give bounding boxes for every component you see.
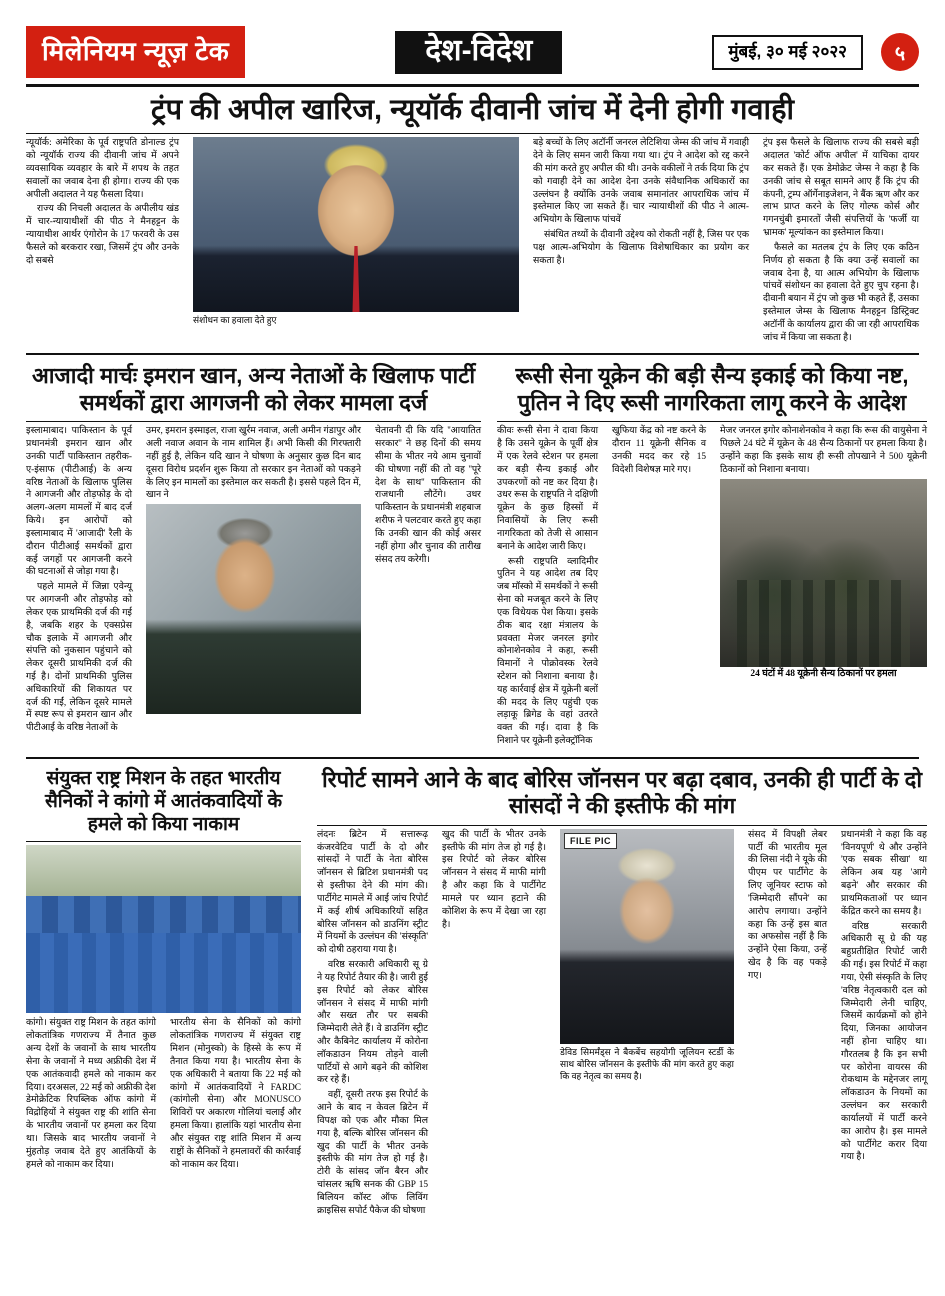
paragraph: न्यूयॉर्क: अमेरिका के पूर्व राष्ट्रपति डोनाल्ड ट्रंप को न्यूयॉर्क राज्य की दीवानी जांच में अपने व्यवसायिक व्यवहार के बारे में शपथ के तहत सवालों का जवाब देना ही होगा। राज्य की एक अपीली अदालत ने यह फैसला दिया। [26, 138, 179, 200]
paragraph: मेजर जनरल इगोर कोनाशेनकोव ने कहा कि रूस की वायुसेना ने पिछले 24 घंटे में यूक्रेन के 48 सैन्य ठिकानों पर हमला किया है। उन्होंने कहा कि इसके साथ ही रूसी तोपखाने ने 500 यूक्रेनी ठिकानों को निशाना बनाया। [720, 426, 927, 475]
column [834, 829, 927, 1220]
column [526, 137, 756, 346]
story-trump-columns [26, 137, 919, 346]
story-trump [26, 93, 919, 346]
page-number-badge: ५ [881, 33, 919, 71]
paragraph: वहीं, दूसरी तरफ इस रिपोर्ट के आने के बाद न केवल ब्रिटेन में विपक्ष को एक और मौका मिल गया है, बल्कि बोरिस जॉनसन की खुद की पार्टी के भीतर उनके इस्तीफे की मांग तेज हो गई है। टोरी के सांसद जॉन बैरन और चांसलर ऋषि सनक की GBP 15 बिलियन कॉस्ट ऑफ लिविंग क्राइसिस सपोर्ट पैकेज की घोषणा [317, 1090, 428, 1216]
column [163, 1017, 301, 1173]
column [497, 425, 605, 750]
paragraph: संबंधित तथ्यों के दीवानी उद्देश्य को रोकती नहीं है, जिस पर एक पक्ष आत्म-अभियोग के खिलाफ विशेषाधिकार का प्रयोग कर सकता है। [533, 230, 749, 266]
column-photo [139, 425, 368, 737]
file-pic-badge: FILE PIC [564, 833, 617, 849]
paragraph: बड़े बच्चों के लिए अटॉर्नी जनरल लेटिशिया जेम्स की जांच में गवाही देने के लिए समन जारी किया गया था। ट्रंप ने आदेश को रद्द करने की मांग करते हुए अपील की थी। उनके वकीलों ने तर्क दिया कि ट्रंप को गवाही देने का आदेश देना उनके संवैधानिक अधिकारों का उल्लंघन है क्योंकि उनके जवाब समानांतर आपराधिक जांच में इस्तेमाल किए जा सकते हैं। चार न्यायाधीशों की पीठ ने आत्म-अभियोग के खिलाफ पांचवें [533, 138, 749, 226]
paragraph: खुफिया केंद्र को नष्ट करने के दौरान 11 यूक्रेनी सैनिक व उनकी मदद कर रहे 15 विदेशी विशेषज्ञ मारे गए। [612, 426, 706, 475]
paragraph: राज्य की निचली अदालत के अपीलीय खंड में चार-न्यायाधीशों की पीठ ने मैनहट्टन के न्यायाधीश आर्थर एंगोरोन के 17 फरवरी के उस फैसले को बरकरार रखा, जिसमें ट्रंप और उनके दो सबसे [26, 204, 179, 266]
story-congo [26, 764, 301, 1220]
photo-ukraine-soldiers [720, 479, 927, 667]
story-russia-columns [497, 425, 927, 750]
paragraph: रूसी राष्ट्रपति व्लादिमीर पुतिन ने यह आदेश तब दिए जब मॉस्को में समर्थकों ने रूसी सेना को मजबूत करने के लिए एक विधेयक पेश किया। इसके ठीक बाद रक्षा मंत्रालय के प्रवक्ता मेजर जनरल इगोर कोनाशेनकोव ने कहा, रूसी विमानों ने पोक्रोवस्क रेलवे स्टेशन को निशाना बनाया है। यह कार्रवाई क्षेत्र में यूक्रेनी बलों की मदद के लिए पहुंची एक लड़ाकू ब्रिगेड के वहां उतरते वक्त की गई। दावा है कि निशाने पर यूक्रेनी इलेक्ट्रॉनिक [497, 556, 598, 747]
column [317, 829, 435, 1220]
publication-date: मुंबई, ३० मई २०२२ [712, 35, 863, 70]
paragraph: ट्रंप इस फैसले के खिलाफ राज्य की सबसे बड़ी अदालत 'कोर्ट ऑफ अपील' में याचिका दायर कर सकते हैं। एक डेमोक्रेट जेम्स ने कहा है कि उनकी जांच से सबूत सामने आए हैं कि ट्रंप की कंपनी, ट्रम्प ऑर्गेनाइजेशन, ने बैंक ऋण और कर लाभ प्राप्त करने के लिए गोल्फ कोर्स और गगनचुंबी इमारतों जैसी संपत्तियों के 'फर्जी या भ्रामक' मूल्यांकन का इस्तेमाल किया। [763, 138, 919, 239]
paragraph: संसद में विपक्षी लेबर पार्टी की भारतीय मूल की लिसा नंदी ने यूके की पीएम पर पार्टीगेट के लिए जूनियर स्टाफ को 'जिम्मेदारी सौंपने' का आरोप लगाया। उन्होंने कहा कि उन्हें इस बात का अफसोस नहीं है कि उन्होंने ऐसा किया, उन्हें खेद है कि वह पकड़े गए। [748, 829, 827, 981]
paragraph: वरिष्ठ सरकारी अधिकारी सू ग्रे ने यह रिपोर्ट तैयार की है। जारी हुई इस रिपोर्ट को लेकर बोरिस जॉनसन ने संसद में माफी मांगी और सख्त तौर पर सबकी जिम्मेदारी लेते हैं। वे डाउनिंग स्ट्रीट और कैबिनेट कार्यालय में कोरोना लॉकडाउन नियम तोड़ने वाली पार्टियों से आगे बढ़ने की कोशिश कर रहे हैं। [317, 960, 428, 1086]
paragraph: भारतीय सेना के सैनिकों को कांगो लोकतांत्रिक गणराज्य में संयुक्त राष्ट्र मिशन (मोनुस्को) के हिस्से के रूप में तैनात किया गया है। भारतीय सेना के एक अधिकारी ने बताया कि 22 मई को कांगो में आतंकवादियों ने FARDC (कांगोली सेना) और MONUSCO शिविरों पर अकारण गोलियां चलाईं और हमला किया। हालांकि यहां भारतीय सेना और संयुक्त राष्ट्र शांति मिशन में अन्य राष्ट्रों के सैनिकों ने हमलावरों की कार्रवाई को नाकाम कर दिया। [170, 1018, 301, 1170]
bottom-row [26, 764, 927, 1220]
headline-rule [26, 421, 481, 422]
headline-russia: रूसी सेना यूक्रेन की बड़ी सैन्य इकाई को किया नष्ट, पुतिन ने दिए रूसी नागरिकता लागू करने के आदेश [515, 363, 909, 415]
photo-imran [146, 504, 361, 714]
paragraph: इस्लामाबाद। पाकिस्तान के पूर्व प्रधानमंत्री इमरान खान और उनकी पार्टी पाकिस्तान तहरीक-ए-इंसाफ (पीटीआई) के अन्य वरिष्ठ नेताओं के खिलाफ पुलिस ने आगजनी और तोड़फोड़ के दो अलग-अलग मामलों में बाद दर्ज किये। इन आरोपों को इस्लामाबाद में 'आजादी' रैली के दौरान पीटीआई समर्थकों द्वारा कई जगहों पर आगजनी करने की घटनाओं से जोड़ा गया है। [26, 426, 132, 578]
column [605, 425, 713, 750]
paragraph: पहले मामले में जिन्ना एवेन्यू पर आगजनी और तोड़फोड़ को लेकर एक प्राथमिकी दर्ज की गई है, जबकि शहर के एक्सप्रेस चौक इलाके में आगजनी और संपत्ति को नुकसान पहुंचाने को लेकर दूसरी प्राथमिकी दर्ज की गई है। दोनों प्राथमिकी पुलिस अधिकारियों की शिकायत पर दर्ज की गईं, लेकिन दूसरे मामले में स्पष्ट रूप से इमरान खान और पीटीआई के वरिष्ठ नेताओं के [26, 582, 132, 734]
masthead [26, 26, 919, 78]
story-congo-columns [26, 1017, 301, 1173]
newspaper-logo: मिलेनियम न्यूज़ टेक [26, 26, 245, 78]
headline-imran: आजादी मार्चः इमरान खान, अन्य नेताओं के खिलाफ पार्टी समर्थकों द्वारा आगजनी को लेकर मामला दर्ज [31, 363, 476, 415]
paragraph: कीवः रूसी सेना ने दावा किया है कि उसने यूक्रेन के पूर्वी क्षेत्र में एक रेलवे स्टेशन पर हमला कर बड़ी सैन्य इकाई और उपकरणों को नष्ट कर दिया है। उधर रूस के राष्ट्रपति ने दक्षिणी यूक्रेन के कुछ हिस्सों में निवासियों के लिए रूसी नागरिकता को तेजी से आसान बनाने के आदेश जारी किए। [497, 426, 598, 552]
paragraph: चेतावनी दी कि यदि ''आयातित सरकार'' ने छह दिनों की समय सीमा के भीतर नये आम चुनावों की घोषणा नहीं की तो वह ''पूरे देश के साथ'' पाकिस्तान की राजधानी लौटेंगे। उधर पाकिस्तान के प्रधानमंत्री शहबाज शरीफ ने पलटवार करते हुए कहा कि उनकी खान की कोई असर नहीं होगा और चुनाव की तारीख संसद तय करेगी। [375, 426, 481, 565]
column [26, 137, 186, 346]
headline-rule [26, 133, 919, 134]
masthead-rule [26, 84, 919, 87]
photo-caption-boris: डेविड सिमर्मंड्स ने बैकबेंच सहयोगी जूलियन स्टर्डी के साथ बोरिस जॉनसन के इस्तीफे की मांग करते हुए कहा कि वह नेतृत्व का समय है। [560, 1046, 734, 1082]
masthead-center [245, 26, 712, 78]
story-boris-columns [317, 829, 927, 1220]
column-photo [186, 137, 526, 346]
paragraph: वरिष्ठ सरकारी अधिकारी सू ग्रे की यह बहुप्रतीक्षित रिपोर्ट जारी की गई। इस रिपोर्ट में कहा गया, ऐसी संस्कृति के लिए 'वरिष्ठ नेतृत्वकारी दल को जिम्मेदारी लेनी चाहिए, जिसमें कार्यक्रमों को होने दिया, जिनका आयोजन नहीं होना चाहिए था। गौरतलब है कि इन सभी पर कोरोना वायरस की रोकथाम के मद्देनजर लागू लॉकडाउन के नियमों का उल्लंघन कर सरकारी कार्यालयों में पार्टी करने का आरोप है। इस मामले को पार्टीगेट करार दिया गया है। [841, 921, 927, 1163]
headline-trump: ट्रंप की अपील खारिज, न्यूयॉर्क दीवानी जांच में देनी होगी गवाही [151, 94, 794, 126]
column [368, 425, 481, 737]
column [435, 829, 553, 1220]
paragraph: लंदनः ब्रिटेन में सत्तारूढ़ कंजरवेटिव पार्टी के दो और सांसदों ने पार्टी के नेता बोरिस जॉनसन से ब्रिटिश प्रधानमंत्री पद से इस्तीफा देने की मांग की। पार्टीगेट मामले में आई जांच रिपोर्ट में कई शीर्ष अधिकारियों सहित बोरिस जॉनसन को डाउनिंग स्ट्रीट में नियमों के उल्लंघन की 'संस्कृति' को दोषी ठहराया गया है। [317, 829, 428, 956]
headline-rule [26, 841, 301, 842]
section-divider [26, 353, 919, 355]
headline-rule [497, 421, 927, 422]
story-imran [26, 360, 481, 749]
column [26, 425, 139, 737]
paragraph: प्रधानमंत्री ने कहा कि वह 'विनयपूर्ण' थे और उन्होंने 'एक सबक सीखा' था लेकिन अब यह 'आगे बढ़ने' और सरकार की प्राथमिकताओं पर ध्यान केंद्रित करने का समय है। [841, 829, 927, 917]
column-photo [713, 425, 927, 750]
section-title: देश-विदेश [395, 31, 562, 74]
paragraph: उमर, इमरान इस्माइल, राजा खुर्रम नवाज, अली अमीन गंडापुर और अली नवाज अवान के नाम शामिल हैं। अभी किसी की गिरफ्तारी नहीं हुई है, लेकिन यदि खान ने घोषणा के अनुसार कुछ दिन बाद दूसरा विरोध प्रदर्शन शुरू किया तो सरकार इन नेताओं को पकड़ने के लिए इन मामलों का इस्तेमाल कर सकती है। इससे पहले दिन में, खान ने [146, 426, 361, 501]
mid-row [26, 360, 927, 749]
column [26, 1017, 163, 1173]
column [756, 137, 919, 346]
headline-congo: संयुक्त राष्ट्र मिशन के तहत भारतीय सैनिकों ने कांगो में आतंकवादियों के हमले को किया नाकाम [44, 767, 283, 836]
photo-trump [193, 137, 519, 312]
masthead-right [712, 26, 919, 78]
paragraph: खुद की पार्टी के भीतर उनके इस्तीफे की मांग तेज हो गई है। इस रिपोर्ट को लेकर बोरिस जॉनसन ने संसद में माफी मांगी है और कहा कि वे पार्टीगेट मामले पर ध्यान हटाने की कोशिश के रूप में देखा जा रहा है। [442, 829, 546, 930]
photo-caption-trump: संशोधन का हवाला देते हुए [193, 315, 277, 326]
story-imran-columns [26, 425, 481, 737]
headline-rule [317, 825, 927, 826]
paragraph: कांगो। संयुक्त राष्ट्र मिशन के तहत कांगो लोकतांत्रिक गणराज्य में तैनात कुछ अन्य देशों के जवानों के साथ भारतीय सेना के जवानों ने मध्य अफ्रीकी देश में एक आतंकवादी हमले को नाकाम कर दिया। दरअसल, 22 मई को अफ्रीकी देश डेमोक्रेटिक रिपब्लिक ऑफ कांगो में विद्रोहियों ने संयुक्त राष्ट्र की शांति सेना के भारतीय जवानों पर हमला कर दिया था। जिसके बाद भारतीय जवानों ने मुंहतोड़ जवाब देते हुए आतंकियों के हमले को नाकाम कर दिया। [26, 1018, 156, 1170]
column [741, 829, 834, 1220]
photo-caption-russia: 24 घंटों में 48 यूक्रेनी सैन्य ठिकानों पर हमला [750, 668, 897, 679]
photo-boris-johnson [560, 829, 734, 1044]
story-boris [317, 764, 927, 1220]
paragraph: फैसले का मतलब ट्रंप के लिए एक कठिन निर्णय हो सकता है कि क्या उन्हें सवालों का जवाब देना है, या आत्म अभियोग के खिलाफ पांचवें संशोधन का हवाला देते हुए चुप रहना है। दीवानी बयान में ट्रंप जो कुछ भी कहते हैं, उसका इस्तेमाल जेम्स के खिलाफ मैनहट्टन डिस्ट्रिक्ट अटॉर्नी के कार्यालय द्वारा की जा रही आपराधिक जांच में किया जा सकता है। [763, 242, 919, 343]
photo-un-peacekeepers [26, 845, 301, 1013]
column-photo [553, 829, 741, 1220]
section-divider [26, 757, 919, 759]
headline-boris: रिपोर्ट सामने आने के बाद बोरिस जॉनसन पर बढ़ा दबाव, उनकी ही पार्टी के दो सांसदों ने की इस्तीफे की मांग [321, 766, 923, 819]
story-russia [497, 360, 927, 749]
